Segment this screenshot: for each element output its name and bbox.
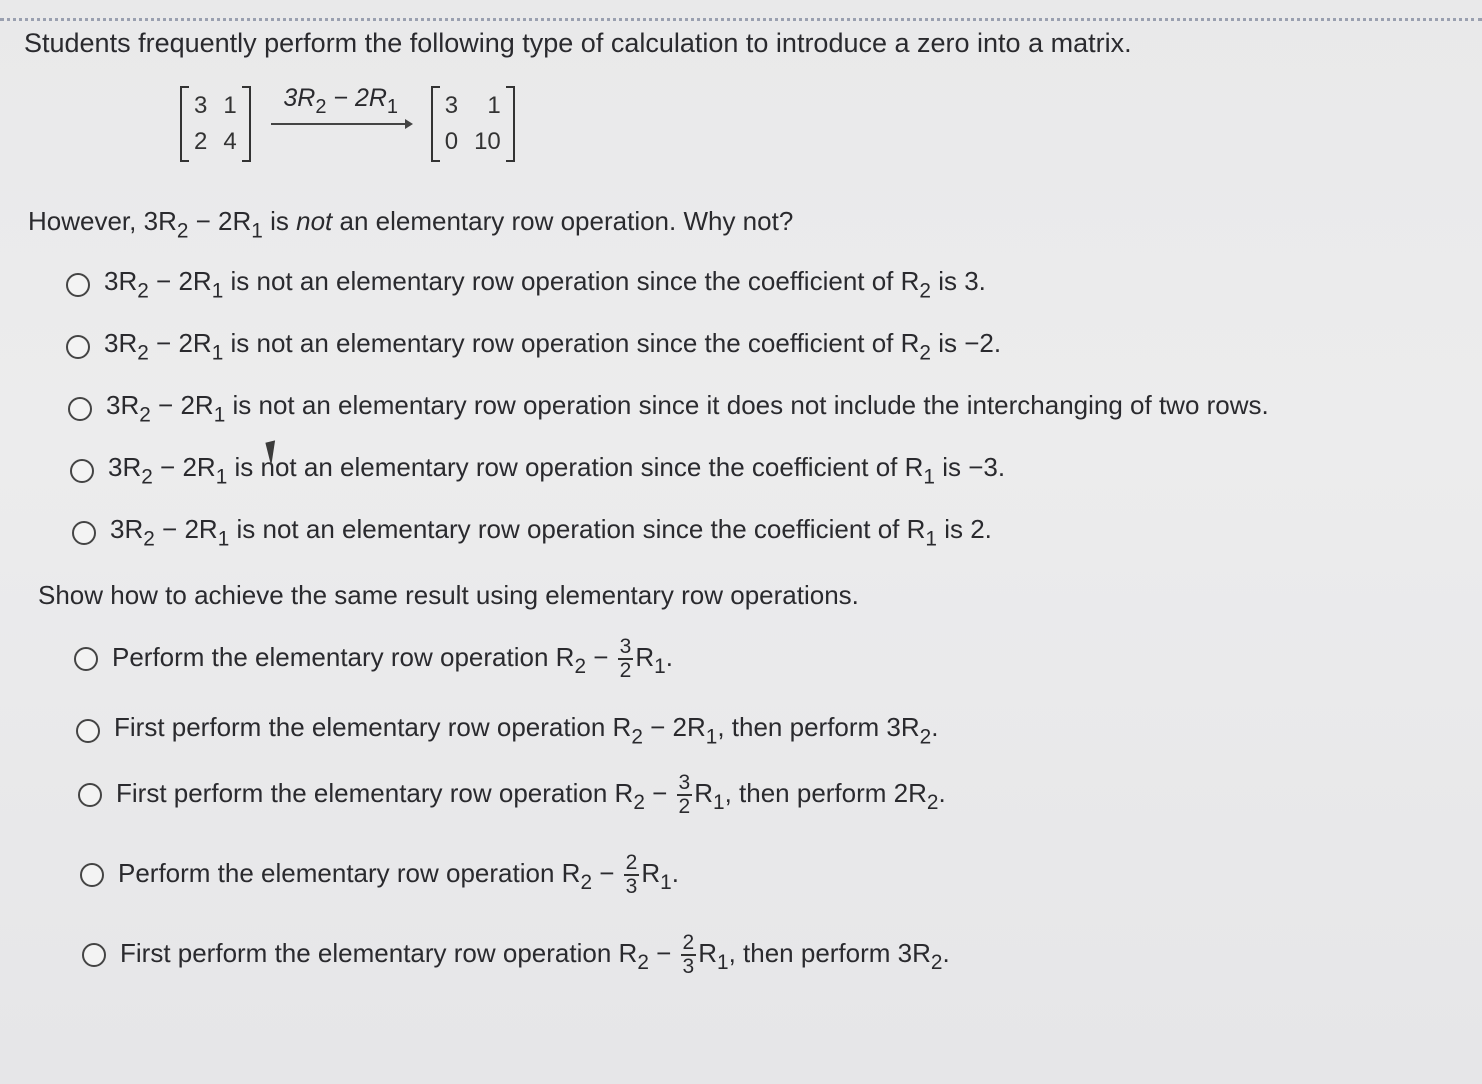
matrix-cell: 0 (444, 128, 459, 155)
method-option-3[interactable] (78, 772, 946, 818)
matrix-cell: 3 (444, 92, 459, 119)
matrix-cell: 3 (194, 92, 208, 119)
radio-button[interactable] (66, 273, 90, 297)
question-text: However, $3R_2 - 2R_1$ is not an elementary row operation. Why not? (28, 206, 794, 243)
answer-option-3[interactable] (68, 390, 1269, 427)
radio-button[interactable] (74, 647, 98, 671)
option-label: Perform the elementary row operation $R_2$ − $\frac{3}{2}$ $R_1$. (112, 635, 673, 683)
radio-button[interactable] (82, 943, 106, 967)
method-option-4[interactable] (80, 852, 679, 898)
method-option-5[interactable] (82, 932, 950, 978)
section-heading: Show how to achieve the same result using elementary row operations. (38, 580, 859, 610)
top-dotted-border (0, 18, 1482, 21)
radio-button[interactable] (76, 719, 100, 743)
matrix-cell: 4 (223, 128, 237, 155)
option-label: First perform the elementary row operation $R_2 - 2R_1$, then perform $3R_2$. (114, 712, 939, 749)
radio-button[interactable] (70, 459, 94, 483)
option-label: $3R_2 - 2R_1$ is not an elementary row operation since the coefficient of $R_2$ is −2. (104, 328, 1002, 365)
option-label: $3R_2 - 2R_1$ is not an elementary row operation since the coefficient of $R_1$ is −3. (108, 452, 1006, 489)
mouse-pointer-icon (265, 438, 290, 466)
answer-option-5[interactable] (72, 514, 992, 551)
matrix-left (180, 86, 251, 162)
matrix-calculation (180, 83, 515, 162)
answer-option-4[interactable] (70, 452, 1005, 489)
matrix-cell: 10 (474, 128, 501, 155)
row-operation-arrow (271, 84, 411, 125)
fraction: $\frac{3}{2}$ (678, 771, 691, 819)
method-option-1[interactable] (74, 636, 673, 682)
option-label: First perform the elementary row operation $R_2$ − $\frac{2}{3}$ $R_1$, then perform $3R_2$. (120, 931, 950, 979)
intro-text: Students frequently perform the following type of calculation to introduce a zero into a matrix. (24, 28, 1132, 58)
right-arrow-icon (271, 123, 411, 125)
option-label: $3R_2 - 2R_1$ is not an elementary row operation since it does not include the interchanging of two rows. (106, 390, 1269, 427)
radio-button[interactable] (72, 521, 96, 545)
fraction: $\frac{2}{3}$ (625, 851, 638, 899)
radio-button[interactable] (80, 863, 104, 887)
matrix-cell: 2 (194, 128, 208, 155)
option-label: $3R_2 - 2R_1$ is not an elementary row operation since the coefficient of $R_1$ is 2. (110, 514, 992, 551)
option-label: First perform the elementary row operation $R_2$ − $\frac{3}{2}$ $R_1$, then perform $2R_2$. (116, 771, 946, 819)
method-option-2[interactable] (76, 712, 938, 749)
radio-button[interactable] (66, 335, 90, 359)
option-label: Perform the elementary row operation $R_2$ − $\frac{2}{3}$ $R_1$. (118, 851, 679, 899)
radio-button[interactable] (78, 783, 102, 807)
fraction: $\frac{3}{2}$ (619, 635, 632, 683)
radio-button[interactable] (68, 397, 92, 421)
answer-option-2[interactable] (66, 328, 1001, 365)
fraction: $\frac{2}{3}$ (682, 931, 695, 979)
matrix-cell: 1 (487, 92, 501, 119)
matrix-right (431, 86, 515, 162)
matrix-cell: 1 (223, 92, 237, 119)
row-operation-label: $3R_2 - 2R_1$ (283, 83, 399, 118)
answer-option-1[interactable] (66, 266, 986, 303)
option-label: $3R_2 - 2R_1$ is not an elementary row operation since the coefficient of $R_2$ is 3. (104, 266, 986, 303)
